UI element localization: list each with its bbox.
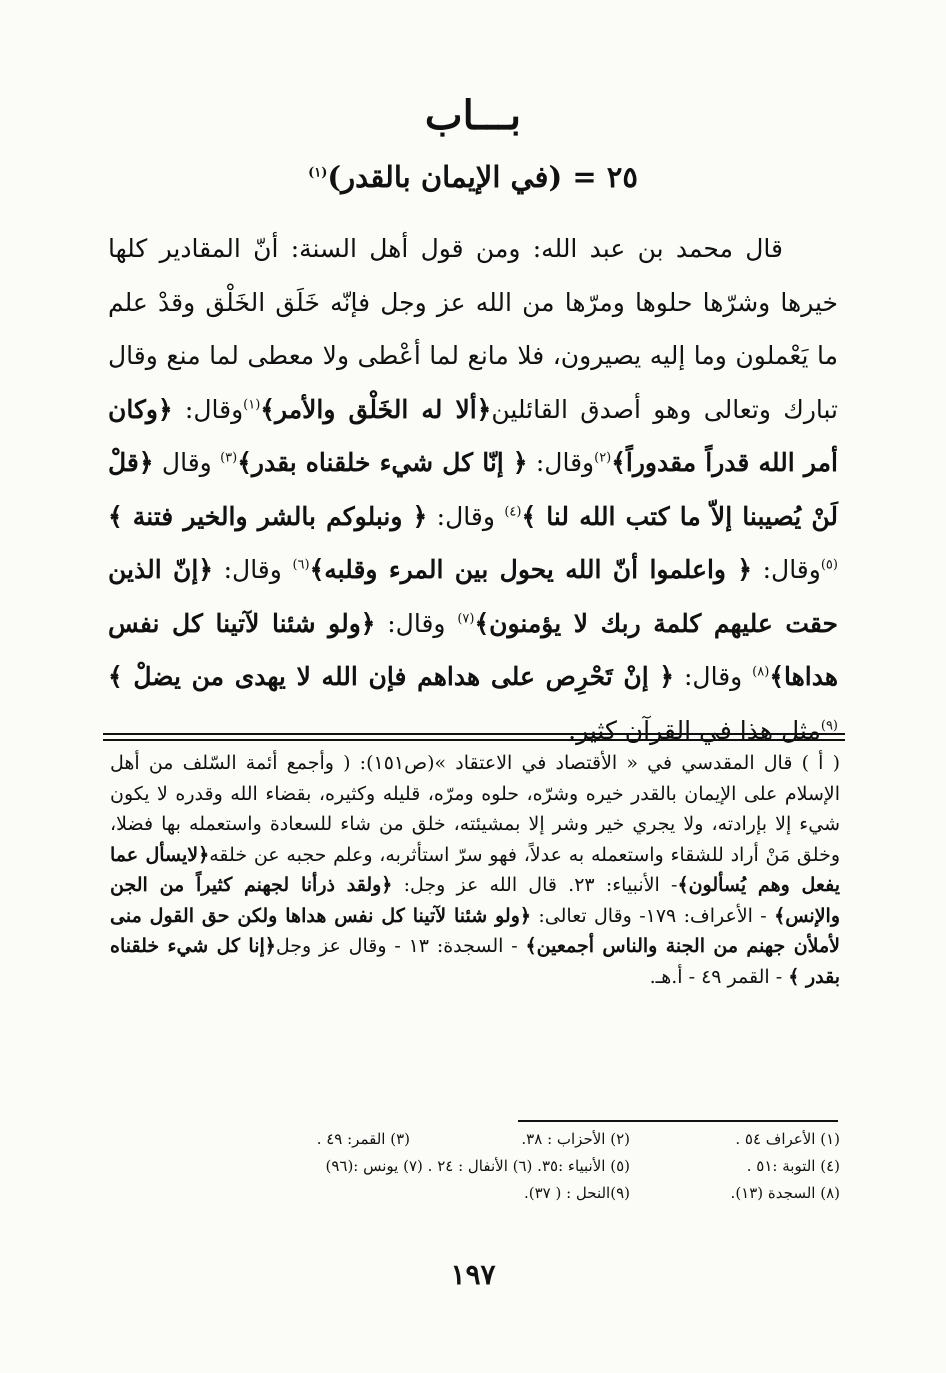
footnote-marker: (٤) (504, 504, 522, 520)
text-segment: قال محمد بن عبد الله: ومن قول أهل السنة: أنّ المقادير كلها خيرها وشرّها حلوها ومرّها من الله عز وجل فإنّه خَلَق الخَلْق وقدْ علم ما يَعْملون وما إليه يصيرون، فلا مانع لما أعْطى ولا معطى لما منع وقال تبارك وتعالى وهو أصدق القائلين (108, 234, 839, 424)
section-title-text: ٢٥ = (في الإيمان بالقدر) (327, 160, 638, 194)
reference-item: (٩)النحل : ( ٣٧). (523, 1184, 630, 1202)
quran-verse: ﴿لايسأل عما يفعل وهم يُسألون﴾ (110, 843, 840, 896)
text-segment: - السجدة: ١٣ - وقال عز وجل (275, 935, 526, 957)
main-paragraph (108, 222, 838, 757)
section-title (0, 160, 946, 194)
reference-row (180, 1126, 840, 1153)
commentary-paragraph (110, 748, 840, 992)
text-segment: - الأنبياء: ٢٣. قال الله عز وجل: (392, 874, 678, 896)
reference-row (180, 1180, 840, 1207)
quran-verse: ﴿ ونبلوكم بالشر والخير فتنة ﴾ (108, 501, 428, 531)
footnote-marker: (٢) (594, 450, 612, 466)
footnote-marker: (٩) (820, 718, 838, 734)
text-segment: وقال: (427, 501, 505, 531)
double-divider (103, 733, 845, 741)
reference-item: (٤) التوبة :٥١ . (746, 1157, 840, 1175)
text-segment: ( أ ) قال المقدسي في « الأقتصاد في الاعتقاد »(ص١٥١): ( وأجمع أئمة السّلف من أهل الإسلام على الإيمان بالقدر خيره وشرّه، حلوه ومرّه، قليله وكثيره، بقضاء الله وقدره لا يكون شيء إلا بإرادته، ولا يجري خير وشر إلا بمشيئته، خلق من شاء للسعادة واستعمله بها فضلا، وخلق مَنْ أراد للشقاء واستعمله به عدلاً، فهو سرّ استأثربه، وعلم حجبه عن خلقه (110, 752, 840, 866)
text-segment: مثل هذا في القرآن كثير. (568, 715, 821, 745)
text-segment: - القمر ٤٩ - أ.هـ. (649, 965, 789, 988)
quran-verse: ﴿وكان أمر الله قدراً مقدوراً﴾ (108, 394, 838, 477)
quran-verse: ﴿ألا له الخَلْق والأمر﴾ (260, 394, 492, 424)
reference-item: (٥) الأنبياء :٣٥. (٦) الأنفال : ٢٤ . (٧) يونس :(٩٦) (325, 1157, 630, 1175)
text-segment: وقال: (172, 394, 244, 424)
reference-item: (٣) القمر: ٤٩ . (316, 1130, 410, 1148)
page-number: ١٩٧ (450, 1258, 496, 1291)
commentary-note (110, 748, 840, 992)
text-segment: وقال: (375, 608, 458, 638)
reference-item: (٨) السجدة (١٣). (730, 1184, 840, 1202)
quran-verse: ﴿ إنّا كل شيء خلقناه بقدر﴾ (237, 448, 528, 477)
quran-verse: ﴿إنّ الذين حقت عليهم كلمة ربك لا يؤمنون﴾ (108, 555, 838, 638)
footnote-marker: (٦) (292, 557, 310, 573)
quran-verse: ﴿إنا كل شيء خلقناه بقدر ﴾ (110, 935, 840, 988)
quran-verse: ﴿ واعلموا أنّ الله يحول بين المرء وقلبه﴾ (309, 555, 752, 584)
text-segment: وقال (153, 448, 221, 477)
quran-verse: ﴿قلْ لَنْ يُصيبنا إلاّ ما كتب الله لنا ﴾ (108, 448, 838, 531)
text-segment: وقال: (752, 555, 821, 584)
quran-verse: ﴿ولو شئنا لآتينا كل نفس هداها ولكن حق القول منى لأملأن جهنم من الجنة والناس أجمعين﴾ (110, 904, 840, 957)
text-segment: وقال: (527, 448, 595, 477)
chapter-heading: بـــاب (424, 92, 522, 139)
footnote-marker: (٧) (457, 611, 475, 627)
text-segment: - الأعراف: ١٧٩- وقال تعالى: (531, 904, 775, 927)
reference-item: (١) الأعراف ٥٤ . (735, 1130, 840, 1148)
quran-verse: ﴿ إنْ تَحْرِص على هداهم فإن الله لا يهدى من يضلْ ﴾ (108, 662, 675, 691)
section-title-footnote-marker: (١) (308, 165, 328, 181)
footnote-divider (518, 1120, 838, 1122)
footnote-references (180, 1126, 840, 1207)
footnote-marker: (٨) (752, 664, 770, 680)
text-segment: وقال: (674, 662, 753, 691)
reference-item: (٢) الأحزاب : ٣٨. (521, 1130, 630, 1148)
footnote-marker: (٥) (820, 557, 838, 573)
footnote-marker: (٣) (220, 450, 238, 466)
reference-row (180, 1153, 840, 1180)
quran-verse: ﴿ولقد ذرأنا لجهنم كثيراً من الجن والإنس﴾ (110, 874, 840, 927)
footnote-marker: (١) (243, 397, 261, 413)
text-segment: وقال: (213, 555, 293, 584)
quran-verse: ﴿ولو شئنا لآتينا كل نفس هداها﴾ (108, 608, 839, 691)
main-text (108, 222, 838, 757)
